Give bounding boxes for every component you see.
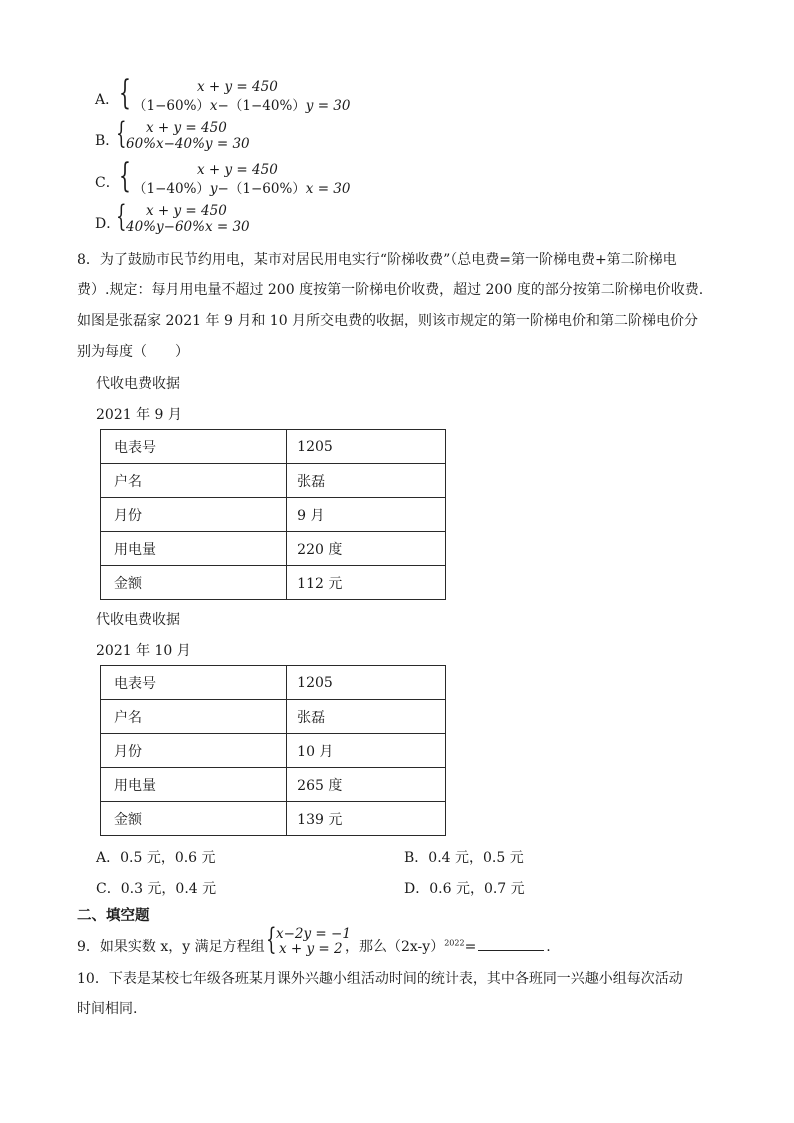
table-row	[101, 802, 446, 836]
equation-line: x + y = 450	[197, 162, 278, 178]
equation-line: x + y = 2	[279, 941, 343, 957]
receipt-date: 2021 年 10 月	[96, 643, 191, 659]
q10-text-line-2: 时间相同.	[77, 1001, 138, 1017]
table-cell-value: 9 月	[287, 498, 446, 532]
equation-line: x + y = 450	[146, 120, 227, 136]
equation-line: （1−40%）y−（1−60%）x = 30	[133, 181, 351, 197]
option-label: B．	[95, 133, 120, 149]
q9-suffix: ，那么$(2x-y)^{2022}=$ .	[345, 936, 551, 956]
equation-line: x + y = 450	[197, 79, 278, 95]
table-cell-value: 139 元	[287, 802, 446, 836]
receipt-date: 2021 年 9 月	[96, 407, 182, 423]
table-row	[101, 566, 446, 600]
table-cell-value: 220 度	[287, 532, 446, 566]
q8-option-d: D．0.6 元，0.7 元	[404, 881, 525, 897]
table-cell-label: 金额	[101, 802, 287, 836]
q8-option-c: C．0.3 元，0.4 元	[96, 881, 217, 897]
table-cell-value: 10 月	[287, 734, 446, 768]
brace-icon: {	[119, 73, 131, 113]
table-cell-value: 张磊	[287, 464, 446, 498]
option-label: D．	[95, 216, 121, 232]
q8-text-line-2: 费）.规定：每月用电量不超过 200 度按第一阶梯电价收费，超过 200 度的部分按第二阶梯电价收费.	[77, 282, 704, 298]
q8-text-line-1: 8．为了鼓励市民节约用电，某市对居民用电实行“阶梯收费”（总电费=第一阶梯电费+第二阶梯电	[77, 252, 677, 268]
brace-icon: {	[266, 922, 277, 957]
q9-prefix: 9．如果实数 x，y 满足方程组	[77, 939, 265, 955]
q8-text-line-4: 别为每度（ ）	[77, 344, 189, 360]
q8-option-b: B．0.4 元，0.5 元	[404, 850, 524, 866]
table-cell-label: 用电量	[101, 532, 287, 566]
table-cell-label: 金额	[101, 566, 287, 600]
q10-text-line-1: 10．下表是某校七年级各班某月课外兴趣小组活动时间的统计表，其中各班同一兴趣小组每次活动	[77, 971, 683, 987]
equation-line: x + y = 450	[146, 203, 227, 219]
q8-option-a: A．0.5 元，0.6 元	[96, 850, 216, 866]
table-cell-value: 1205	[287, 666, 446, 700]
table-row	[101, 768, 446, 802]
section-title: 二、填空题	[77, 907, 150, 924]
table-row	[101, 464, 446, 498]
table-row	[101, 700, 446, 734]
answer-blank[interactable]	[478, 936, 544, 951]
brace-icon: {	[119, 156, 131, 196]
table-cell-label: 用电量	[101, 768, 287, 802]
table-row	[101, 666, 446, 700]
receipt-title: 代收电费收据	[96, 376, 180, 392]
table-cell-label: 电表号	[101, 666, 287, 700]
table-cell-value: 112 元	[287, 566, 446, 600]
table-row	[101, 734, 446, 768]
brace-icon: {	[116, 199, 127, 234]
table-cell-value: 1205	[287, 430, 446, 464]
equation-line: （1−60%）x−（1−40%）y = 30	[133, 98, 351, 114]
receipt-table-october	[100, 665, 446, 836]
brace-icon: {	[116, 116, 127, 151]
table-cell-label: 户名	[101, 700, 287, 734]
q8-text-line-3: 如图是张磊家 2021 年 9 月和 10 月所交电费的收据，则该市规定的第一阶梯电价和第二阶梯电价分	[77, 313, 699, 329]
equation-line: x−2y = −1	[276, 926, 351, 942]
table-row	[101, 498, 446, 532]
option-label: C．	[95, 175, 120, 191]
table-cell-label: 户名	[101, 464, 287, 498]
receipt-table-september	[100, 429, 446, 600]
table-cell-label: 月份	[101, 498, 287, 532]
option-label: A．	[95, 92, 120, 108]
table-cell-value: 张磊	[287, 700, 446, 734]
receipt-title: 代收电费收据	[96, 612, 180, 628]
table-cell-label: 月份	[101, 734, 287, 768]
equation-line: 60%x−40%y = 30	[126, 136, 250, 152]
table-cell-label: 电表号	[101, 430, 287, 464]
table-cell-value: 265 度	[287, 768, 446, 802]
table-row	[101, 532, 446, 566]
equation-line: 40%y−60%x = 30	[126, 219, 250, 235]
table-row	[101, 430, 446, 464]
